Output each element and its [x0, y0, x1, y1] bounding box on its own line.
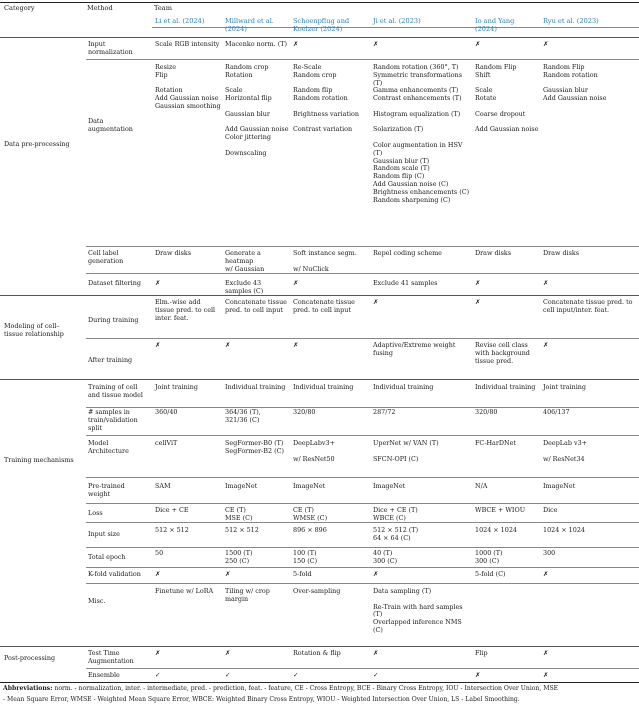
cell-input-normalization-4: ✗ [475, 40, 481, 48]
method-data-augmentation: Data augmentation [88, 117, 133, 133]
cell-ensemble-3: ✓ [373, 671, 379, 679]
method-kfold-validation: K-fold validation [88, 570, 141, 578]
cell-pretrained-weight-3: ImageNet [373, 482, 406, 490]
cell-during-training-1: Concatenate tissue pred. to cell input [225, 298, 290, 314]
cell-tta-5: ✗ [543, 649, 549, 657]
cell-ensemble-5: ✗ [543, 671, 549, 679]
footnote-line-1 [3, 684, 558, 694]
cell-num-samples-0: 360/40 [155, 408, 178, 416]
cell-after-training-4: Revise cell class with background tissue pred. [475, 341, 532, 365]
cell-input-normalization-2: ✗ [293, 40, 299, 48]
cell-input-normalization-3: ✗ [373, 40, 379, 48]
footnote-text-1: norm. - normalization, inter. - intermediate, pred. - prediction, feat. - feature, CE - Cross Entropy, BCE - Binary Cross Entropy, IOU - Intersection Over Union, MSE [52, 685, 559, 692]
cell-input-normalization-5: ✗ [543, 40, 549, 48]
category-modeling: Modeling of cell–tissue relationship [4, 322, 64, 338]
cell-input-normalization-1: Macenko norm. (T) [225, 40, 287, 48]
cell-during-training-2: Concatenate tissue pred. to cell input [293, 298, 358, 314]
cell-dataset-filtering-0: ✗ [155, 279, 161, 287]
footnote-line-2: - Mean Square Error, WMSE - Weighted Mean Square Error, WBCE: Weighted Binary Cross Entropy, WIOU - Weighted Intersection Over Union, LS - Label Smoothing. [3, 696, 520, 703]
cell-ensemble-2: ✓ [293, 671, 299, 679]
cell-data-augmentation-2: Re-Scale Random crop Random flip Random rotation Brightness variation Contrast variation [293, 63, 359, 134]
cell-misc-0: Finetune w/ LoRA [155, 587, 214, 595]
cell-misc-2: Over-sampling [293, 587, 341, 595]
cell-after-training-5: ✗ [543, 341, 549, 349]
cell-dataset-filtering-4: ✗ [475, 279, 481, 287]
cell-cell-label-generation-3: Repel coding scheme [373, 249, 442, 257]
cell-during-training-5: Concatenate tissue pred. to cell input/inter. feat. [543, 298, 635, 314]
row-rule [86, 668, 639, 669]
team-io-yang: Io and Yang (2024) [475, 17, 515, 33]
table-bottom-rule [0, 682, 639, 683]
cell-total-epoch-2: 100 (T) 150 (C) [293, 549, 318, 565]
method-cell-label-generation: Cell label generation [88, 249, 124, 265]
cell-dataset-filtering-3: Exclude 41 samples [373, 279, 438, 287]
cell-pretrained-weight-0: SAM [155, 482, 171, 490]
section-rule [0, 295, 639, 296]
cell-tta-0: ✗ [155, 649, 161, 657]
method-misc: Misc. [88, 597, 106, 605]
cell-loss-2: CE (T) WMSE (C) [293, 506, 328, 522]
header-method: Method [87, 4, 113, 12]
cell-dataset-filtering-5: ✗ [543, 279, 549, 287]
cell-input-size-0: 512 × 512 [155, 526, 189, 534]
cell-model-architecture-1: SegFormer-B0 (T) SegFormer-B2 (C) [225, 439, 284, 455]
cell-after-training-3: Adaptive/Extreme weight fusing [373, 341, 458, 357]
cell-misc-3: Data sampling (T) Re-Train with hard samples (T) Overlapped inference NMS (C) [373, 587, 463, 634]
cell-tta-2: Rotation & flip [293, 649, 341, 657]
row-rule [86, 567, 639, 568]
cell-loss-0: Dice + CE [155, 506, 189, 514]
table-top-rule [0, 2, 639, 3]
method-during-training: During training [88, 316, 139, 324]
cell-tta-4: Flip [475, 649, 488, 657]
category-postprocessing: Post-processing [4, 654, 56, 662]
method-dataset-filtering: Dataset filtering [88, 279, 141, 287]
cell-data-augmentation-1: Random crop Rotation Scale Horizontal flip Gaussian blur Add Gaussian noise Color jittering Downscaling [225, 63, 289, 157]
method-test-time-augmentation: Test Time Augmentation [88, 649, 134, 665]
cell-input-size-1: 512 × 512 [225, 526, 259, 534]
cell-after-training-1: ✗ [225, 341, 231, 349]
cell-data-augmentation-3: Random rotation (360°, T) Symmetric transformations (T) Gamma enhancements (T) Contrast enhancements (T) Histogram equalization (T) Solarization (T) Color augmentation in HSV (T) Gaussian blur (T) Random scale (T) Random flip (C) Add Gaussian noise (C) Brightness enhancements (C) Random sharpening (C) [373, 63, 470, 204]
row-rule [86, 583, 639, 584]
cell-num-samples-4: 320/80 [475, 408, 498, 416]
cell-cell-label-generation-0: Draw disks [155, 249, 192, 257]
cell-ensemble-0: ✓ [155, 671, 161, 679]
cell-cell-label-generation-1: Generate a heatmap w/ Gaussian [225, 249, 265, 273]
method-model-architecture: Model Architecture [88, 439, 129, 455]
cell-kfold-3: ✗ [373, 570, 379, 578]
cell-dataset-filtering-1: Exclude 43 samples (C) [225, 279, 264, 295]
cell-loss-4: WBCE + WIOU [475, 506, 526, 514]
cell-model-architecture-4: FC-HarDNet [475, 439, 516, 447]
cell-cell-label-generation-5: Draw disks [543, 249, 580, 257]
cell-model-architecture-3: UperNet w/ VAN (T) SFCN-OPI (C) [373, 439, 439, 463]
cell-kfold-1: ✗ [225, 570, 231, 578]
cell-total-epoch-4: 1000 (T) 300 (C) [475, 549, 503, 565]
cell-training-of-models-4: Individual training [475, 383, 536, 391]
cell-after-training-0: ✗ [155, 341, 161, 349]
cell-input-size-4: 1024 × 1024 [475, 526, 517, 534]
cell-data-augmentation-0: Resize Flip Rotation Add Gaussian noise Gaussian smoothing [155, 63, 221, 110]
team-ji: Ji et al. (2023) [373, 17, 421, 25]
row-rule [86, 338, 639, 339]
method-num-samples: # samples in train/validation split [88, 408, 138, 432]
row-rule [86, 547, 639, 548]
cell-total-epoch-3: 40 (T) 300 (C) [373, 549, 398, 565]
method-pretrained-weight: Pre-trained weight [88, 482, 125, 498]
cell-dataset-filtering-2: ✗ [293, 279, 299, 287]
cell-after-training-2: ✗ [293, 341, 299, 349]
cell-training-of-models-2: Individual training [293, 383, 354, 391]
cell-num-samples-3: 287/72 [373, 408, 396, 416]
cell-tta-1: ✗ [225, 649, 231, 657]
cell-during-training-3: ✗ [373, 298, 379, 306]
cell-during-training-4: ✗ [475, 298, 481, 306]
row-rule [86, 59, 639, 60]
cell-input-size-5: 1024 × 1024 [543, 526, 585, 534]
cell-data-augmentation-5: Random Flip Random rotation Gaussian blur Add Gaussian noise [543, 63, 607, 103]
cell-cell-label-generation-4: Draw disks [475, 249, 512, 257]
cell-loss-1: CE (T) MSE (C) [225, 506, 253, 522]
header-bottom-rule [0, 37, 639, 38]
team-li: Li et al. (2024) [155, 17, 205, 25]
cell-loss-5: Dice [543, 506, 558, 514]
cell-model-architecture-5: DeepLab v3+ w/ ResNet34 [543, 439, 587, 463]
cell-pretrained-weight-5: ImageNet [543, 482, 576, 490]
cell-num-samples-1: 364/36 (T), 321/36 (C) [225, 408, 261, 424]
cell-training-of-models-1: Individual training [225, 383, 286, 391]
header-category: Category [4, 4, 35, 12]
method-after-training: After training [88, 356, 133, 364]
row-rule [86, 435, 639, 436]
cell-tta-3: ✗ [373, 649, 379, 657]
row-rule [86, 477, 639, 478]
team-millward: Millward et al. (2024) [225, 17, 274, 33]
row-rule [86, 503, 639, 504]
category-training: Training mechanisms [4, 456, 74, 464]
cell-num-samples-2: 320/80 [293, 408, 316, 416]
cell-training-of-models-3: Individual training [373, 383, 434, 391]
category-data-preprocessing: Data pre-processing [4, 140, 70, 148]
cell-input-size-3: 512 × 512 (T) 64 × 64 (C) [373, 526, 419, 542]
cell-num-samples-5: 406/137 [543, 408, 570, 416]
section-rule [0, 379, 639, 380]
method-total-epoch: Total epoch [88, 553, 126, 561]
cell-model-architecture-0: cellViT [155, 439, 178, 447]
team-ryu: Ryu et al. (2023) [543, 17, 599, 25]
cell-training-of-models-5: Joint training [543, 383, 587, 391]
cell-pretrained-weight-4: N/A [475, 482, 488, 490]
cell-kfold-2: 5-fold [293, 570, 312, 578]
method-input-size: Input size [88, 530, 120, 538]
cell-kfold-4: 5-fold (C) [475, 570, 506, 578]
cell-ensemble-1: ✓ [225, 671, 231, 679]
cell-ensemble-4: ✗ [475, 671, 481, 679]
cell-pretrained-weight-2: ImageNet [293, 482, 326, 490]
cell-training-of-models-0: Joint training [155, 383, 199, 391]
section-rule [0, 646, 639, 647]
cell-input-normalization-0: Scale RGB intensity [155, 40, 220, 48]
team-schoenpflug: Schoenpflug and Koelzer (2024) [293, 17, 350, 33]
cell-total-epoch-5: 300 [543, 549, 556, 557]
cell-kfold-0: ✗ [155, 570, 161, 578]
cell-cell-label-generation-2: Soft instance segm. w/ NuClick [293, 249, 357, 273]
footnote-label: Abbreviations: [3, 685, 53, 692]
cell-model-architecture-2: DeepLabv3+ w/ ResNet50 [293, 439, 335, 463]
cell-kfold-5: ✗ [543, 570, 549, 578]
cell-during-training-0: Elm.-wise add tissue pred. to cell inter. feat. [155, 298, 218, 322]
cell-misc-1: Tiling w/ crop margin [225, 587, 272, 603]
method-loss: Loss [88, 509, 103, 517]
cell-input-size-2: 896 × 896 [293, 526, 327, 534]
row-rule [86, 246, 639, 247]
method-input-normalization: Input normalization [88, 40, 133, 56]
header-team: Team [154, 4, 172, 12]
cell-total-epoch-1: 1500 (T) 250 (C) [225, 549, 253, 565]
cell-total-epoch-0: 50 [155, 549, 164, 557]
method-ensemble: Ensemble [88, 671, 120, 679]
method-training-of-models: Training of cell and tissue model [88, 383, 143, 399]
cell-data-augmentation-4: Random Flip Shift Scale Rotate Coarse dropout Add Gaussian noise [475, 63, 539, 134]
cell-loss-3: Dice + CE (T) WBCE (C) [373, 506, 418, 522]
cell-pretrained-weight-1: ImageNet [225, 482, 258, 490]
